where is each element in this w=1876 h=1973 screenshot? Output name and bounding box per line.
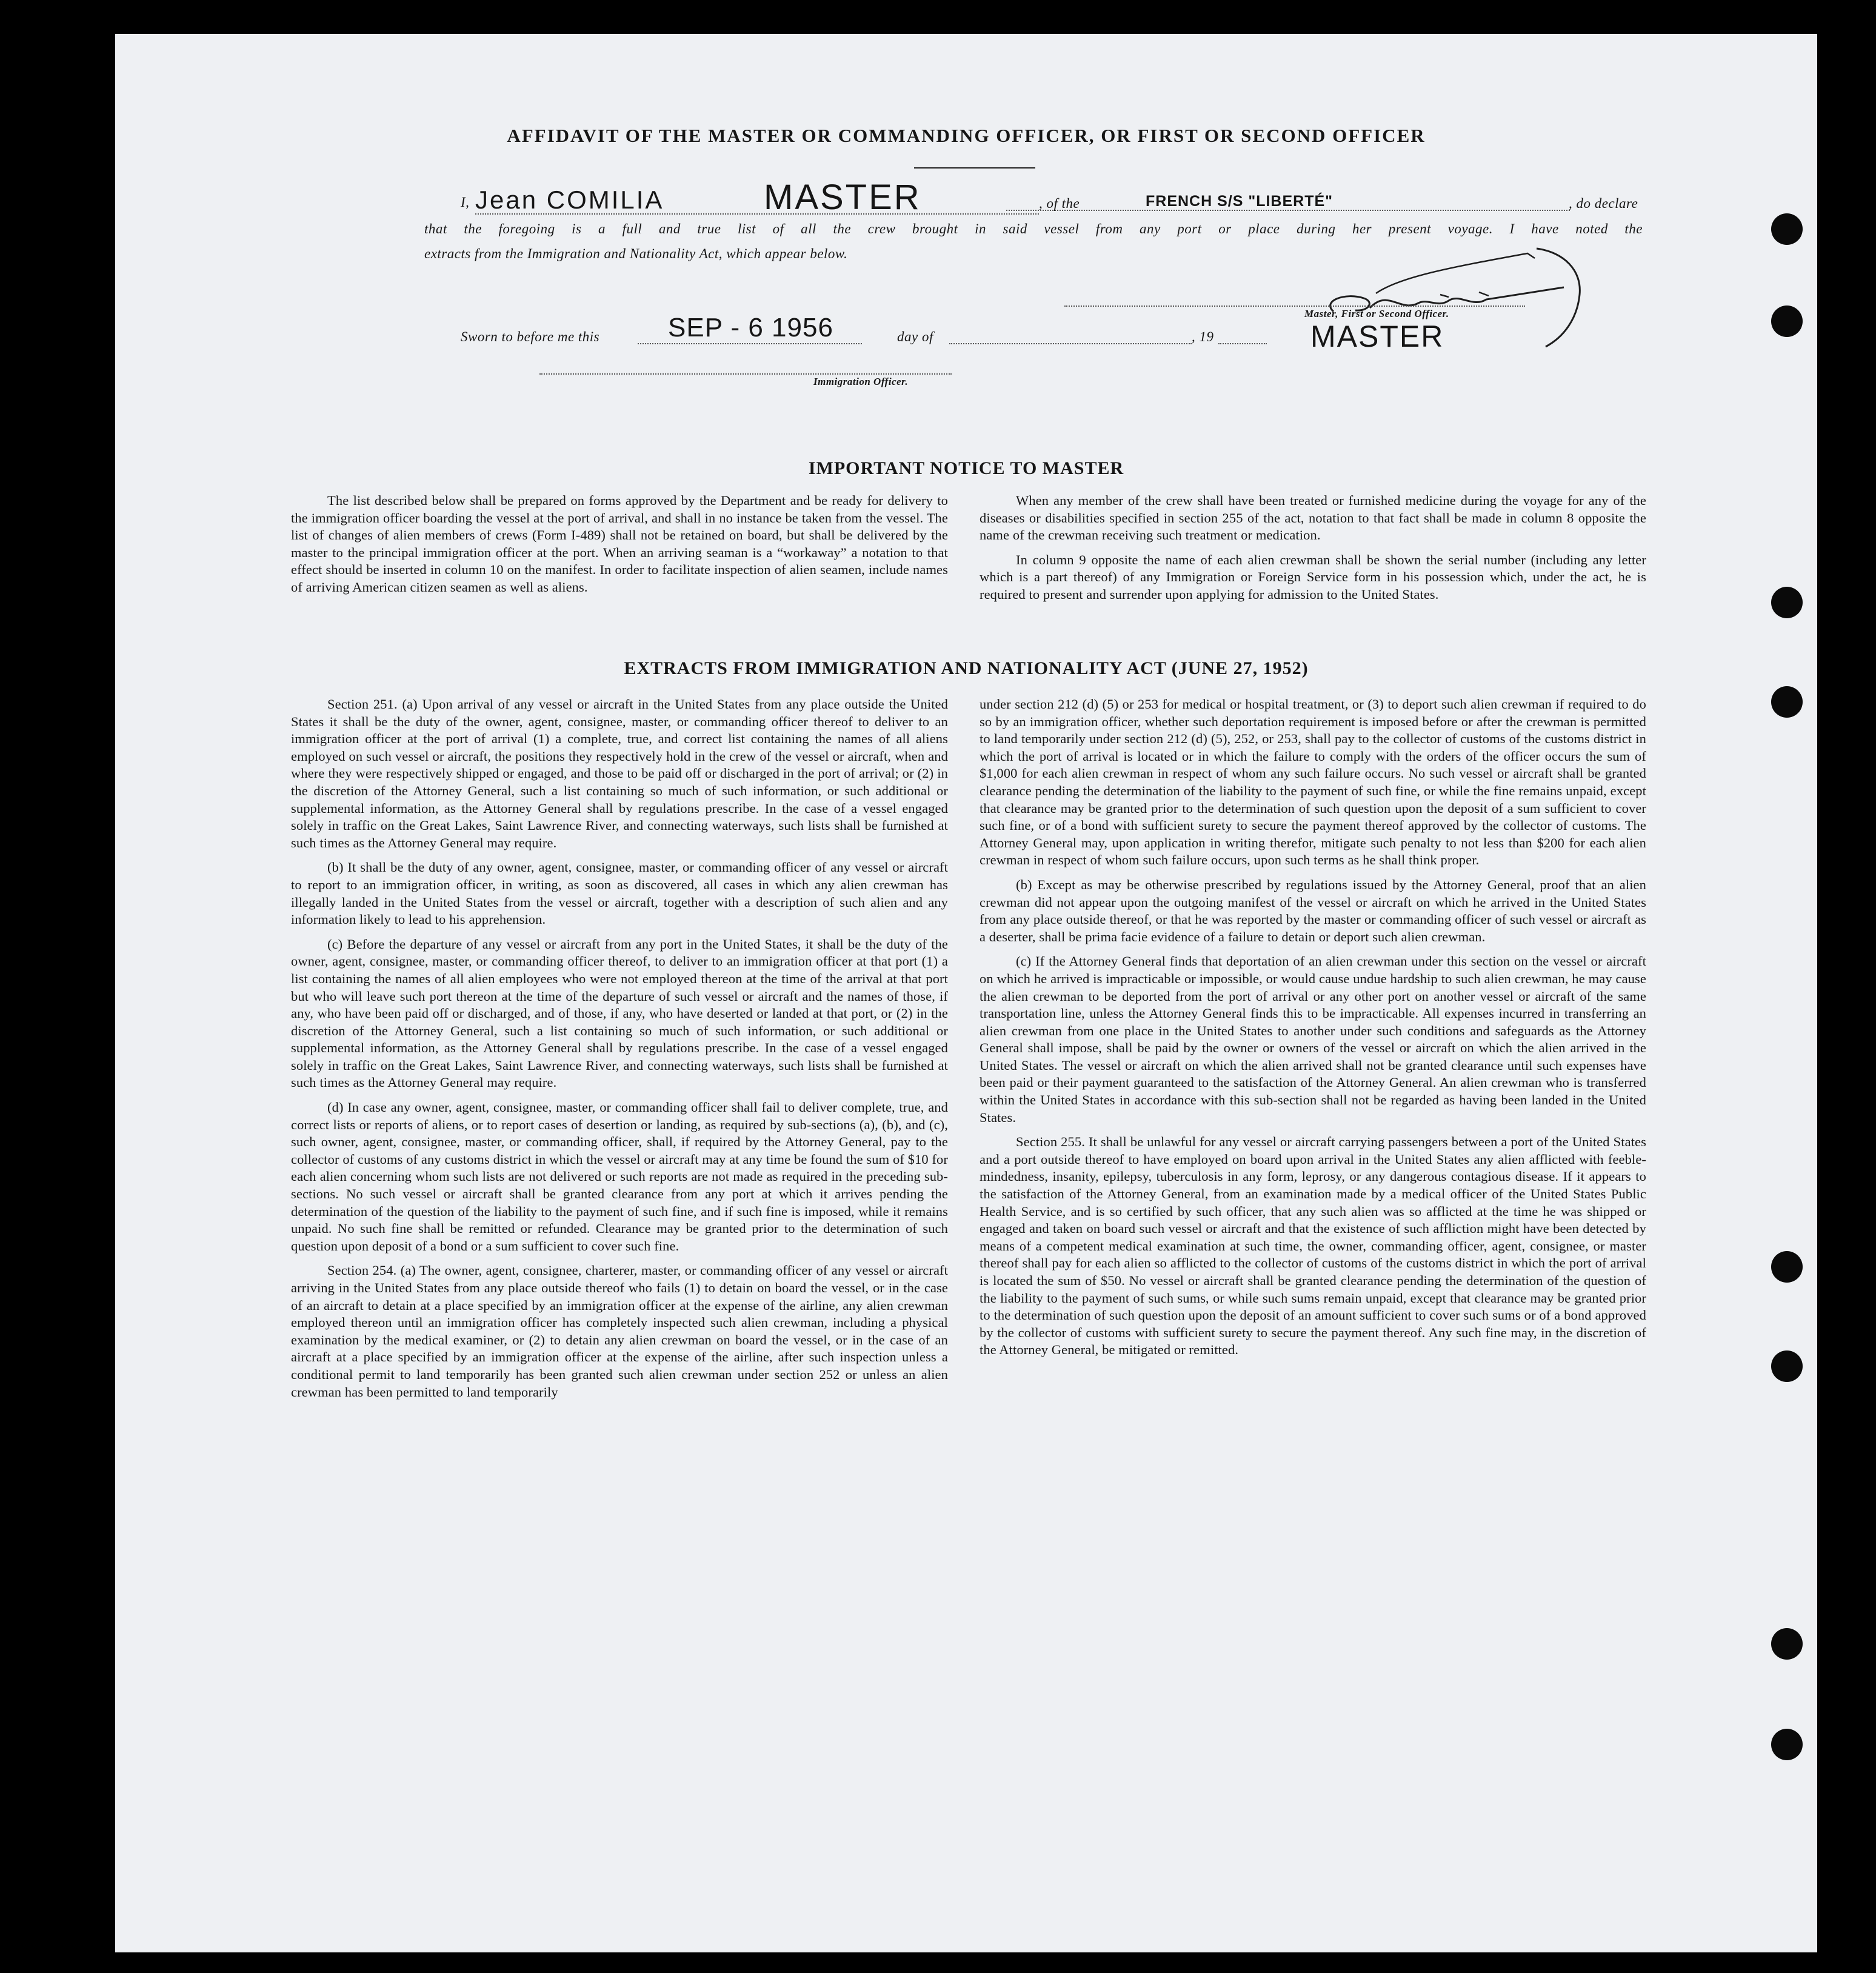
- notice-left-column: [291, 492, 948, 604]
- sworn-date-line: [638, 343, 862, 344]
- extract-paragraph: (c) If the Attorney General finds that deportation of an alien crewman under this section on the vessel or aircraft on which he arrived is impracticable or impossible, or would cause undue hardship to such alien crewman, he may cause the alien crewman to be deported from the port of arrival or any other port on another vessel or aircraft of the same transportation line, unless the Attorney General finds this to be impracticable. All expenses incurred in transferring an alien crewman from one place in the United States to another under such conditions and safeguards as the Attorney General shall impose, shall be paid by the owner or owners of the vessel or aircraft on which the alien arrived in the United States. The vessel or aircraft on which the alien arrived shall not be granted clearance until such expenses have been paid or their payment guaranteed to the satisfaction of the Attorney General. An alien crewman who is transferred within the United States in accordance with this sub-section shall not be regarded as having been landed in the United States.: [980, 953, 1646, 1125]
- signer-line: [1064, 305, 1525, 307]
- declarant-rank: MASTER: [764, 178, 921, 217]
- year-line: [1218, 343, 1267, 344]
- immigration-officer-caption: Immigration Officer.: [813, 376, 909, 387]
- punch-hole: [1771, 1251, 1803, 1283]
- notice-right-paragraph-1: When any member of the crew shall have been treated or furnished medicine during the voyage for any of the diseases or disabilities specified in section 255 of the act, notation to that fact shall be made in column 8 opposite the name of the crewman receiving such treatment or medication.: [980, 493, 1646, 543]
- declaration-line-1: that the foregoing is a full and true list of all the crew brought in said vessel from any port or place during her present voyage. I have noted the: [424, 221, 1643, 236]
- of-the-label: , of the: [1039, 196, 1080, 211]
- extract-paragraph: under section 212 (d) (5) or 253 for medical or hospital treatment, or (3) to deport such alien crewman if required to do so by an immigration officer, whether such deportation requirement is imposed before or after the crewman is permitted to land temporarily under section 212 (d) (5), 252, or 253, shall pay to the collector of customs of the customs district in which the port of arrival is located or in which the failure to comply with the orders of the officer occurs the sum of $1,000 for each alien crewman in respect of whom any such failure occurs. No such vessel or aircraft shall be granted clearance pending the determination of the liability to the payment of such fine, or while the fine remains unpaid, except that clearance may be granted prior to the determination of such question upon the deposit of a sum sufficient to cover such fine, or of a bond with sufficient surety to secure the payment thereof approved by the collector of customs. The Attorney General may, upon application in writing therefor, mitigate such penalty to not less than $200 for each alien crewman in respect of whom such failure occurs, upon such terms as he shall think proper.: [980, 696, 1646, 868]
- declarant-name: Jean COMILIA: [475, 185, 664, 214]
- notice-right-paragraph-2: In column 9 opposite the name of each alien crewman shall be shown the serial number (including any letter which is a part thereof) of any Immigration or Foreign Service form in his possession which, under the act, he is required to present and surrender upon applying for admission to the United States.: [980, 552, 1646, 602]
- sworn-date: SEP - 6 1956: [668, 313, 833, 342]
- extracts-left-column: [291, 696, 948, 1408]
- month-line: [949, 343, 1192, 344]
- extract-paragraph: (c) Before the departure of any vessel or aircraft from any port in the United States, it shall be the duty of the owner, agent, consignee, master, or commanding officer thereof, to deliver to an immigration officer at that port (1) a list containing the names of all alien employees who were not employed thereon at the time of the arrival at that port but who will leave such port thereon at the time of the departure of such vessel or aircraft and the names of those, if any, who have been paid off or discharged, and of those, if any, who have deserted or landed at that port, or (2) in the discretion of the Attorney General, such a list containing so much of such information, or such additional or supplemental information, as the Attorney General shall by regulations prescribe. In the case of a vessel engaged solely in traffic on the Great Lakes, Saint Lawrence River, and connecting waterways, such lists shall be furnished at such times as the Attorney General may require.: [291, 936, 948, 1090]
- affidavit-title: AFFIDAVIT OF THE MASTER OR COMMANDING OFFICER, OR FIRST OR SECOND OFFICER: [507, 125, 1426, 146]
- pronoun-label: I,: [461, 195, 470, 210]
- notice-right-column: [980, 492, 1646, 611]
- vessel-name: FRENCH S/S "LIBERTÉ": [1146, 193, 1334, 210]
- punch-hole: [1771, 1628, 1803, 1660]
- punch-hole: [1771, 686, 1803, 718]
- do-declare-label: , do declare: [1569, 196, 1638, 211]
- punch-hole: [1771, 587, 1803, 618]
- vessel-line: [1006, 210, 1570, 211]
- extract-paragraph: (b) Except as may be otherwise prescribed by regulations issued by the Attorney General, proof that an alien crewman did not appear upon the outgoing manifest of the vessel or aircraft on which he arrived in the United States from any place outside thereof, or that he was reported by the master or commanding officer of such vessel or aircraft as a deserter, shall be prima facie evidence of a failure to detain or deport such alien crewman.: [980, 876, 1646, 944]
- notice-title: IMPORTANT NOTICE TO MASTER: [808, 458, 1124, 478]
- sworn-label: Sworn to before me this: [461, 329, 600, 344]
- extracts-right-column: [980, 696, 1646, 1366]
- notice-left-text: The list described below shall be prepared on forms approved by the Department and be ready for delivery to the immigration officer boarding the vessel at the port of arrival, and shall in no instance be taken from the vessel. The list of changes of alien members of crews (Form I-489) shall not be retained on board, but shall be delivered by the master to the principal immigration officer at the port. When an arriving seaman is a “workaway” a notation to that effect should be inserted in column 10 on the manifest. In order to facilitate inspection of alien seamen, include names of arriving American citizen seamen as well as aliens.: [291, 493, 948, 595]
- signer-caption: Master, First or Second Officer.: [1304, 308, 1449, 319]
- title-underline: [914, 167, 1035, 169]
- punch-hole: [1771, 305, 1803, 337]
- extract-paragraph: Section 254. (a) The owner, agent, consignee, charterer, master, or commanding officer of any vessel or aircraft arriving in the United States from any place outside thereof who fails (1) to detain on board the vessel, or in the case of an aircraft to detain at a place specified by an immigration officer at the expense of the airline, any alien crewman employed thereon until an immigration officer has completely inspected such alien crewman, including a physical examination by the medical examiner, or (2) to detain any alien crewman on board the vessel, or in the case of an aircraft at a place specified by an immigration officer at the expense of the airline, after such inspection unless a conditional permit to land temporarily has been granted such alien crewman under section 252 or unless an alien crewman has been permitted to land temporarily: [291, 1263, 948, 1400]
- extract-paragraph: (d) In case any owner, agent, consignee, master, or commanding officer shall fail to deliver complete, true, and correct lists or reports of aliens, or to report cases of desertion or landing, as required by sub-sections (a), (b), and (c), such owner, agent, consignee, master, or commanding officer, shall, if required by the Attorney General, pay to the collector of customs of any customs district in which the vessel or aircraft may at any time be found the sum of $10 for each alien concerning whom such lists are not delivered or such reports are not made as required in the preceding sub-sections. No such vessel or aircraft shall be granted clearance from any port at which it arrives pending the determination of the question of the liability to the payment of such fine, and if such fine is imposed, while it remains unpaid. No such fine shall be remitted or refunded. Clearance may be granted prior to the determination of such question upon deposit of a bond or a sum sufficient to cover such fine.: [291, 1100, 948, 1254]
- extract-paragraph: Section 255. It shall be unlawful for any vessel or aircraft carrying passengers between a port of the United States and a port outside thereof to have employed on board upon arrival in the United States any alien afflicted with feeble-mindedness, insanity, epilepsy, tuberculosis in any form, leprosy, or any dangerous contagious disease. If it appears to the satisfaction of the Attorney General, from an examination made by a medical officer of the United States Public Health Service, and is so certified by such officer, that any such alien was so afflicted at the time he was shipped or engaged and taken on board such vessel or aircraft and that the existence of such affliction might have been detected by means of a competent medical examination at such time, the owner, commanding officer, agent, consignee, or master thereof shall pay for each alien so afflicted to the collector of customs of the customs district in which the port of arrival is located the sum of $50. No vessel or aircraft shall be granted clearance pending the determination of the question of the liability to the payment of such sums, or while such sums remain unpaid, except that clearance may be granted prior to the determination of such question upon the deposit of an amount sufficient to cover such sums or of a bond approved by the collector of customs with sufficient surety to secure the payment thereof. Any such fine may, in the discretion of the Attorney General, be mitigated or remitted.: [980, 1134, 1646, 1358]
- day-of-label: day of: [897, 329, 933, 344]
- master-stamp: MASTER: [1310, 319, 1444, 353]
- declaration-line-2: extracts from the Immigration and Nationality Act, which appear below.: [424, 246, 848, 261]
- punch-hole: [1771, 213, 1803, 245]
- year-prefix: , 19: [1192, 329, 1214, 344]
- punch-hole: [1771, 1350, 1803, 1382]
- extract-paragraph: Section 251. (a) Upon arrival of any vessel or aircraft in the United States from any place outside the United States it shall be the duty of the owner, agent, consignee, master, or commanding officer thereof to deliver to an immigration officer at the port of arrival (1) a complete, true, and correct list containing the names of all aliens employed on such vessel or aircraft, the positions they respectively hold in the crew of the vessel or aircraft, when and where they were respectively shipped or engaged, and those to be paid off or discharged in the port of arrival; or (2) in the discretion of the Attorney General, such a list containing so much of such information, or such additional or supplemental information, as the Attorney General shall by regulations prescribe. In the case of a vessel engaged solely in traffic on the Great Lakes, Saint Lawrence River, and connecting waterways, such lists shall be furnished at such times as the Attorney General may require.: [291, 696, 948, 850]
- immigration-officer-line: [539, 373, 952, 375]
- extracts-title: EXTRACTS FROM IMMIGRATION AND NATIONALITY ACT (JUNE 27, 1952): [624, 658, 1309, 678]
- document-page: [115, 34, 1817, 1952]
- name-line: [475, 213, 1039, 215]
- extract-paragraph: (b) It shall be the duty of any owner, agent, consignee, master, or commanding officer of any vessel or aircraft to report to an immigration officer, in writing, as soon as discovered, all cases in which any alien crewman has illegally landed in the United States from the vessel or aircraft, together with a description of such alien and any information likely to lead to his apprehension.: [291, 860, 948, 927]
- punch-hole: [1771, 1729, 1803, 1760]
